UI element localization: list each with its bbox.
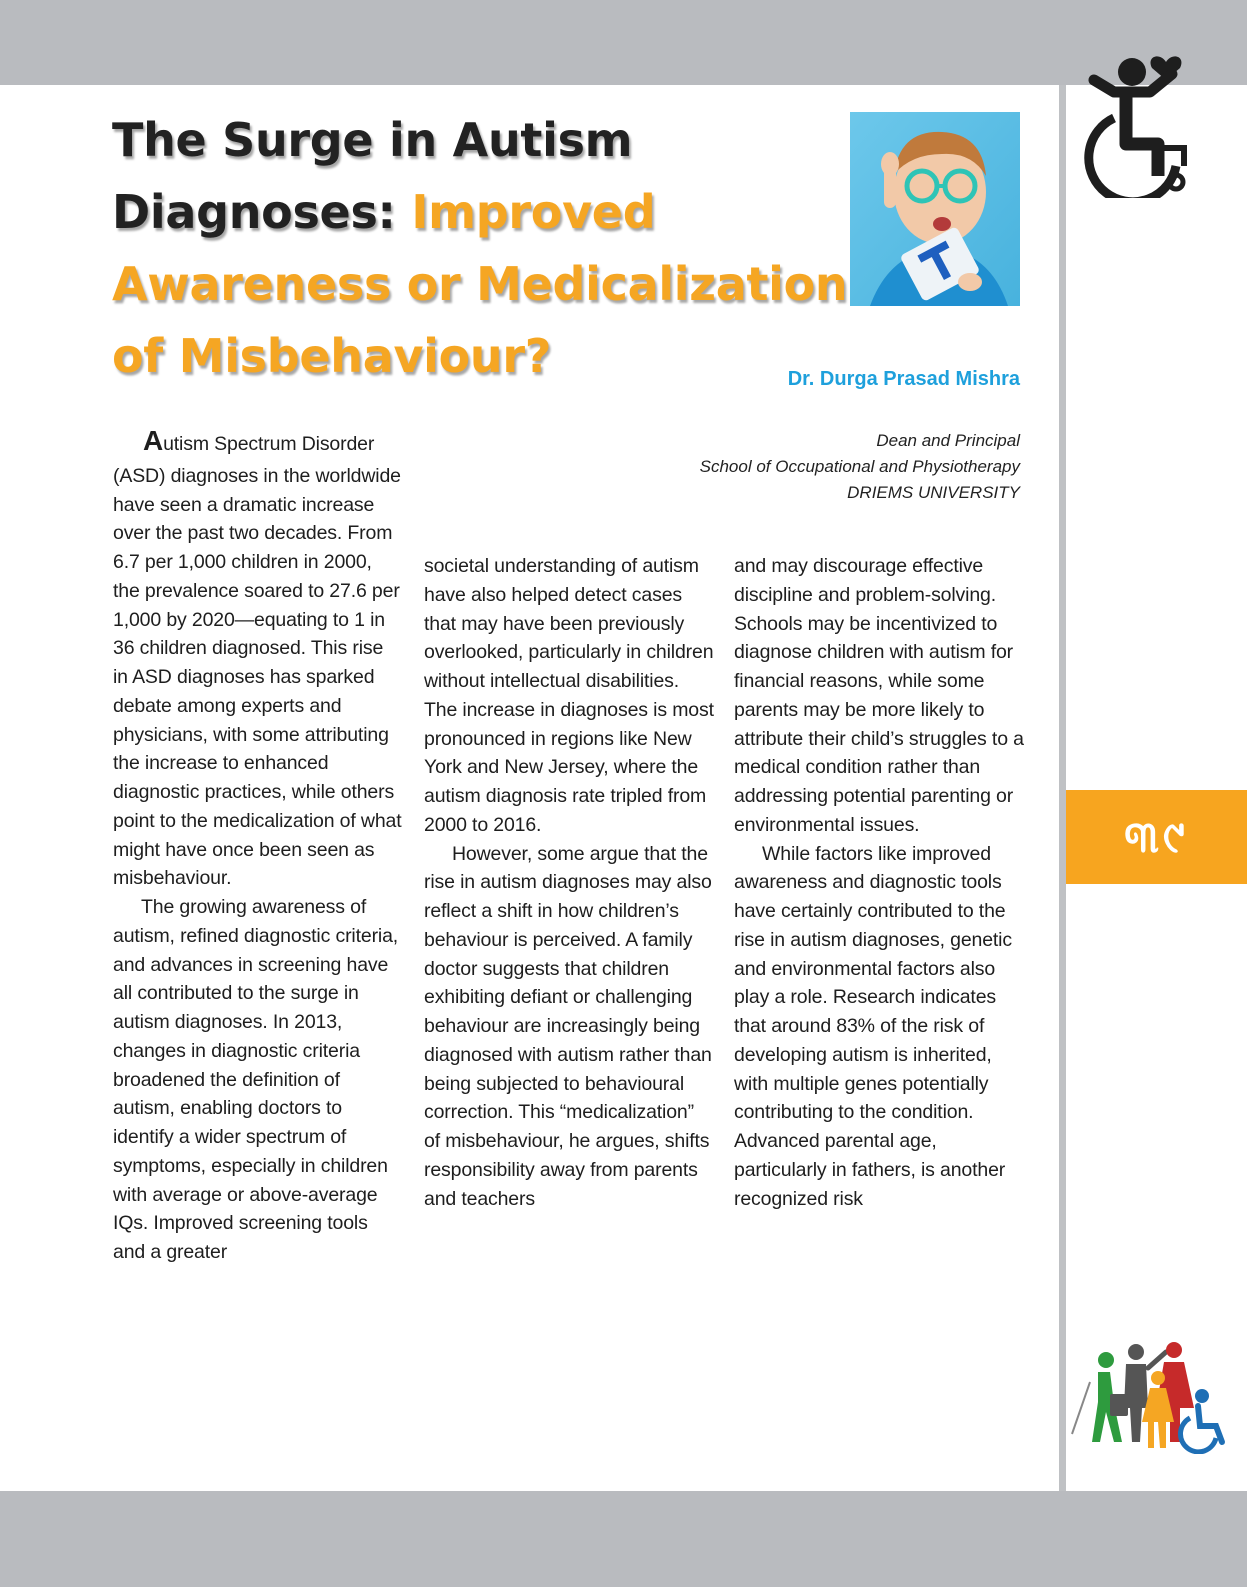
sidebar-divider [1059,85,1066,1491]
intro-text: utism Spectrum Disorder [163,433,375,455]
article-column-3 [734,552,1024,1213]
title-line-1: The Surge in Autism [112,113,633,167]
page-number: ୩୯ [1124,811,1189,863]
author-university: DRIEMS UNIVERSITY [847,483,1020,502]
paragraph-3: However, some argue that the rise in autism diagnoses may also reflect a shift in how children’s behaviour is perceived. A family doctor suggests that children exhibiting defiant or challenging behaviour are increasingly being diagnosed with autism rather than being subjected to behavioural correction. This “medicalization” of misbehaviour, he argues, shifts responsibility away from parents and teachers [424,842,712,1210]
title-line-2-accent: Improved [411,185,656,239]
paragraph-2: The growing awareness of autism, refined diagnostic criteria, and advances in screening have all contributed to the surge in autism diagnoses. In 2013, changes in diagnostic criteria broadened the definition of autism, enabling doctors to identify a wider spectrum of symptoms, especially in children with average or above-average IQs. Improved screening tools and a greater [113,896,399,1263]
author-school: School of Occupational and Physiotherapy [699,457,1020,476]
paragraph-1: (ASD) diagnoses in the worldwide have seen a dramatic increase over the past two decades. From 6.7 per 1,000 children in 2000, the prevalence soared to 27.6 per 1,000 by 2020—equating to 1 in 36 children diagnosed. This rise in ASD diagnoses has sparked debate among experts and physicians, with some attributing the increase to enhanced diagnostic practices, while others point to the medicalization of what might have once been seen as misbehaviour. [113,464,402,890]
article-column-2 [424,552,714,1213]
wheelchair-heart-icon [1080,48,1208,198]
author-position: Dean and Principal [876,431,1020,450]
article-column-1 [113,425,403,1267]
author-name: Dr. Durga Prasad Mishra [787,368,1020,390]
bottom-band [0,1491,1247,1587]
page-number-tab [1066,790,1247,884]
title-line-2-dark: Diagnoses: [112,185,396,239]
child-photo [850,112,1020,306]
top-band [0,0,1247,85]
paragraph-3-continued: and may discourage effective discipline and problem-solving. Schools may be incentivized to diagnose children with autism for financial reasons, while some parents may be more likely to attribute their child’s struggles to a medical condition rather than addressing potential parenting or environmental issues. [734,555,1024,836]
drop-cap: A [143,425,164,456]
article-title [112,104,852,392]
title-line-4: of Misbehaviour? [112,329,552,383]
paragraph-2-continued: societal understanding of autism have also helped detect cases that may have been previously overlooked, particularly in children without intellectual disabilities. The increase in diagnoses is most pronounced in regions like New York and New Jersey, where the autism diagnosis rate tripled from 2000 to 2016. [424,555,714,836]
author-affiliation [700,428,1020,506]
intro-line [113,425,403,459]
paragraph-4: While factors like improved awareness and diagnostic tools have certainly contributed to the rise in autism diagnoses, genetic and environmental factors also play a role. Research indicates that around 83% of the risk of developing autism is inherited, with multiple genes potentially contributing to the condition. Advanced parental age, particularly in fathers, is another recognized risk [734,842,1012,1210]
diverse-people-icon [1070,1338,1230,1454]
title-line-3: Awareness or Medicalization [112,257,848,311]
